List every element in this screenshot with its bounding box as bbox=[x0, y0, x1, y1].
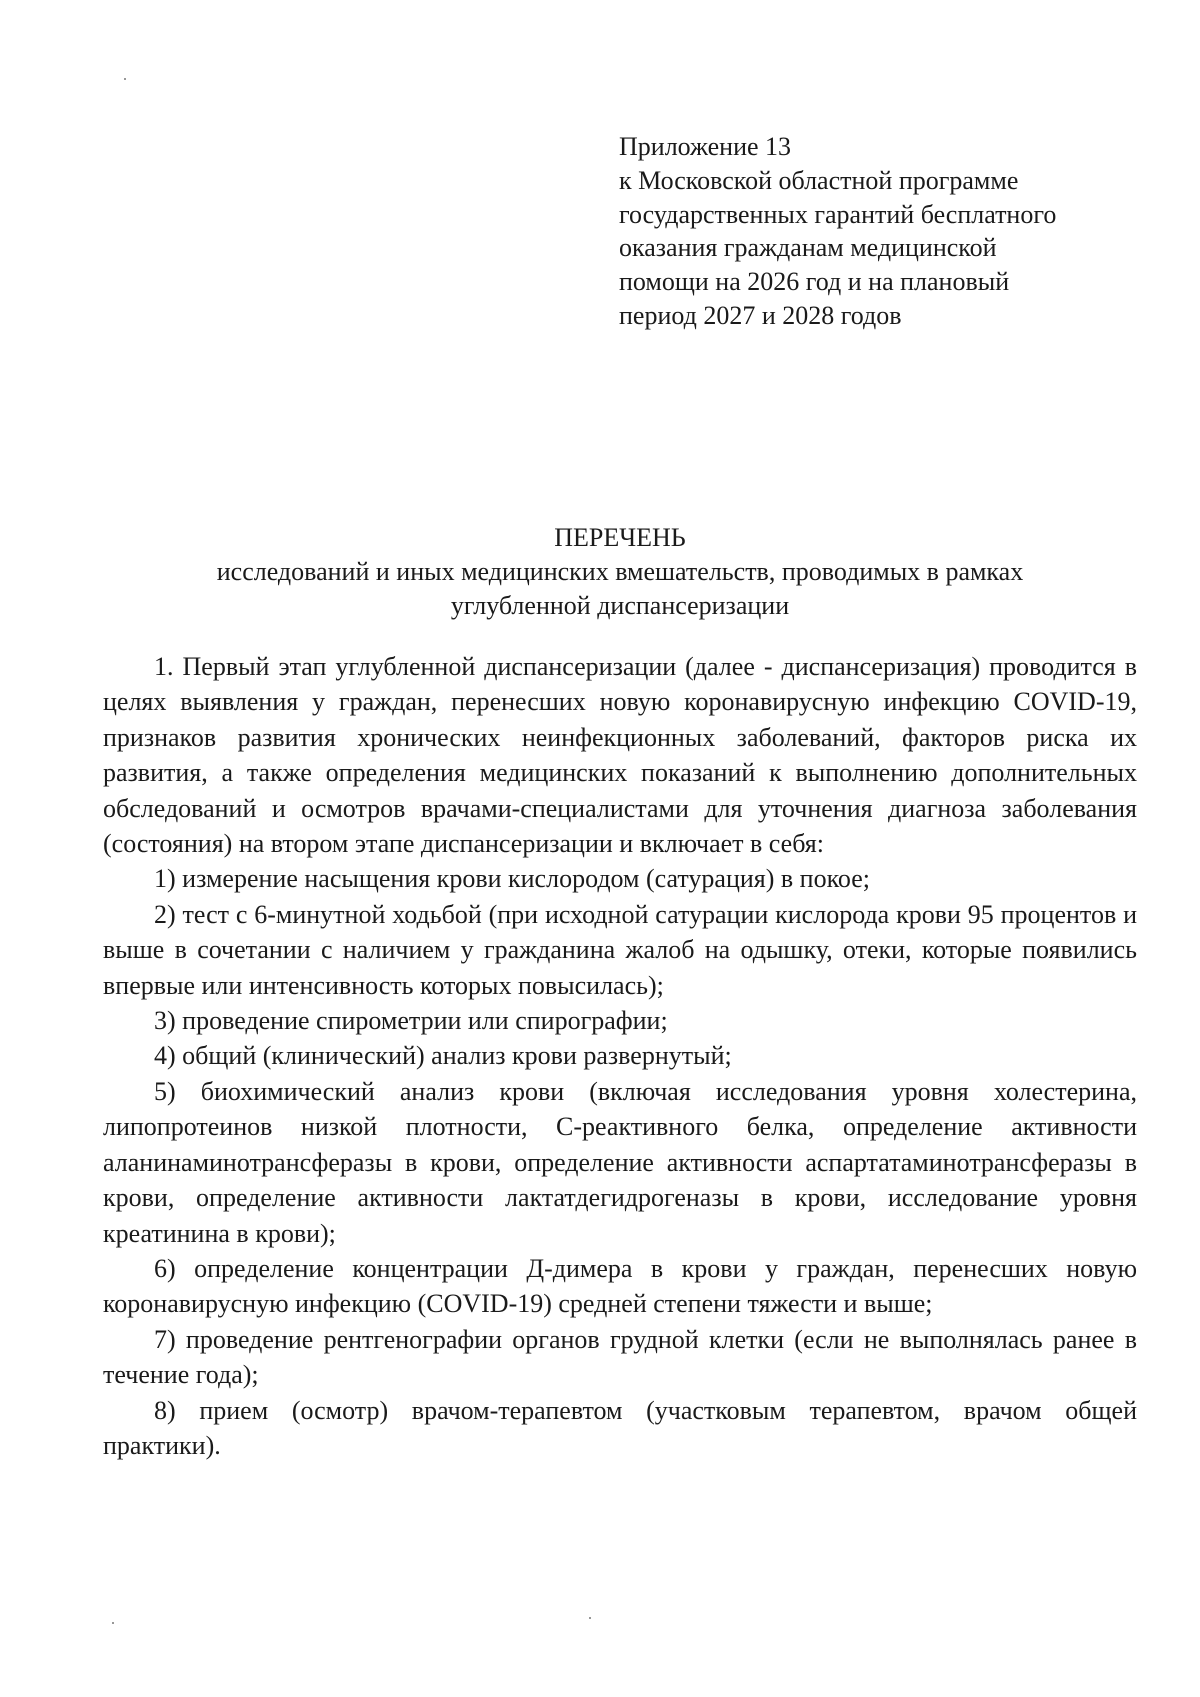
appendix-line: к Московской областной программе bbox=[619, 165, 1019, 195]
document-body bbox=[103, 649, 1137, 1463]
title-heading: ПЕРЕЧЕНЬ bbox=[554, 523, 686, 552]
list-item: 1) измерение насыщения крови кислородом (сатурация) в покое; bbox=[154, 864, 870, 894]
scan-speck bbox=[112, 1622, 114, 1624]
appendix-header bbox=[619, 130, 1179, 333]
scan-speck bbox=[589, 1617, 591, 1619]
list-item: 4) общий (клинический) анализ крови развернутый; bbox=[154, 1041, 732, 1071]
list-item: 2) тест с 6-минутной ходьбой (при исходной сатурации кислорода крови 95 процентов и выше в сочетании с наличием у гражданина жалоб на одышку, отеки, которые появились впервые или интенсивность которых повысилась); bbox=[103, 899, 1137, 1000]
title-subtitle-line: углубленной диспансеризации bbox=[450, 591, 790, 620]
title-subtitle-line: исследований и иных медицинских вмешательств, проводимых в рамках bbox=[216, 557, 1024, 586]
list-item: 8) прием (осмотр) врачом-терапевтом (участковым терапевтом, врачом общей практики). bbox=[103, 1395, 1137, 1460]
list-item: 5) биохимический анализ крови (включая исследования уровня холестерина, липопротеинов низкой плотности, С-реактивного белка, определение активности аланинаминотрансферазы в крови, определение активности аспартатаминотрансферазы в крови, определение активности лактатдегидрогеназы в крови, исследование уровня креатинина в крови); bbox=[103, 1076, 1137, 1248]
appendix-line: помощи на 2026 год и на плановый bbox=[619, 267, 1010, 297]
appendix-line: период 2027 и 2028 годов bbox=[619, 300, 902, 330]
list-item: 3) проведение спирометрии или спирографии; bbox=[154, 1006, 668, 1036]
appendix-line: оказания гражданам медицинской bbox=[619, 233, 997, 263]
appendix-line: государственных гарантий бесплатного bbox=[619, 199, 1057, 229]
appendix-line: Приложение 13 bbox=[619, 132, 792, 161]
document-title bbox=[100, 521, 1140, 623]
scan-speck bbox=[124, 78, 126, 80]
list-item: 7) проведение рентгенографии органов грудной клетки (если не выполнялась ранее в течение года); bbox=[103, 1324, 1137, 1390]
list-item: 6) определение концентрации Д-димера в крови у граждан, перенесших новую коронавирусную инфекцию (COVID-19) средней степени тяжести и выше; bbox=[103, 1253, 1137, 1319]
intro-paragraph: 1. Первый этап углубленной диспансеризации (далее - диспансеризация) проводится в целях выявления у граждан, перенесших новую коронавирусную инфекцию COVID-19, признаков развития хронических неинфекционных заболеваний, факторов риска их развития, а также определения медицинских показаний к выполнению дополнительных обследований и осмотров врачами-специалистами для уточнения диагноза заболевания (состояния) на втором этапе диспансеризации и включает в себя: bbox=[103, 652, 1137, 859]
